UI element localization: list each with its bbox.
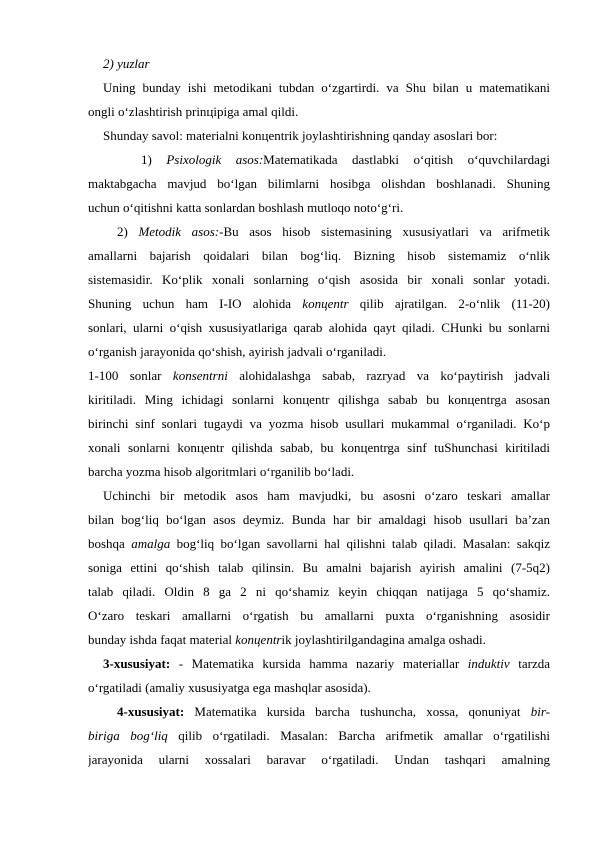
italic-run: amalga — [131, 536, 171, 551]
italic-run: induktiv — [467, 656, 510, 671]
paragraph-line — [88, 676, 550, 700]
text-run: sonlari, ularni o‘qish xususiyatlariga qarab alohida qayt qiladi. CHunki bu sonlarni — [88, 320, 550, 335]
paragraph-line — [88, 604, 550, 628]
paragraph-line — [88, 268, 550, 292]
text-run: talab qiladi. Oldin 8 ga 2 ni qo‘shamiz keyin chiqqan natijaga 5 qo‘shamiz. — [88, 584, 550, 599]
text-run: qilib o‘rgatiladi. Masalan: Barcha arifmetik amallar o‘rgatilishi — [167, 728, 550, 743]
text-run: -Bu asos hisob sistemasining xususiyatlari va arifmetik — [219, 224, 550, 239]
paragraph-line — [88, 100, 550, 124]
paragraph-line — [88, 196, 550, 220]
paragraph-line — [88, 244, 550, 268]
paragraph-line — [88, 340, 550, 364]
bold-run: 3-xususiyat: — [103, 656, 171, 671]
text-run: maktabgacha mavjud bo‘lgan bilimlarni hosibga olishdan boshlanadi. Shuning — [88, 176, 550, 191]
text-run: kiritiladi. Ming ichidagi sonlarni konцentr qilishga sabab bu konцentrga asosan — [88, 392, 550, 407]
text-run: o‘rganish jarayonida qo‘shish, ayirish jadvali o‘rganiladi. — [88, 344, 387, 359]
paragraph-line — [103, 124, 565, 148]
text-run: barcha yozma hisob algoritmlari o‘rganilib bo‘ladi. — [88, 464, 355, 479]
text-run: Matematika kursida barcha tushuncha, xossa, qonuniyat — [184, 704, 531, 719]
italic-run: konцentr — [302, 296, 349, 311]
text-run: xonali sonlarni konцentr qilishda sabab, bu konцentrga sinf tuShunchasi kiritiladi — [88, 440, 550, 455]
paragraph-line — [88, 364, 550, 388]
text-run: soniga ettini qo‘shish talab qilinsin. Bu amalni bajarish ayirish amalini (7-5q2) — [88, 560, 550, 575]
feature-3-line — [103, 652, 550, 676]
paragraph-line — [88, 460, 550, 484]
text-run: bilan bog‘liq bo‘lgan asos deymiz. Bunda har bir amaldagi hisob usullari ba’zan — [88, 512, 550, 527]
paragraph-line — [88, 508, 550, 532]
text-run: alohidalashga sabab, razryad va ko‘paytirish jadvali — [227, 368, 550, 383]
paragraph-line — [88, 436, 550, 460]
italic-run: bir- — [530, 704, 550, 719]
list-item-2-line — [117, 220, 550, 244]
paragraph-line — [88, 532, 550, 556]
text-run: birinchi sinf sonlari tugaydi va yozma hisob usullari mukammal o‘rganiladi. Ko‘p — [88, 416, 550, 431]
text-run: - Matematika kursida hamma nazariy materiallar — [170, 656, 468, 671]
text-run: jarayonida ularni xossalari baravar o‘rgatiladi. Undan tashqari amalning — [88, 752, 550, 767]
paragraph-line — [88, 412, 550, 436]
paragraph-line — [88, 724, 550, 748]
text-run: 1) — [141, 152, 167, 167]
paragraph-line — [88, 316, 550, 340]
text-run: Shunday savol: materialni konцentrik joylashtirishning qanday asoslari bor: — [103, 128, 498, 143]
paragraph-line — [103, 76, 550, 100]
paragraph-line — [88, 292, 550, 316]
paragraph-line — [88, 388, 550, 412]
text-run: qilib ajratilgan. 2-o‘nlik (11-20) — [348, 296, 550, 311]
text-run: 2) — [117, 224, 139, 239]
paragraph-line — [88, 628, 550, 652]
text-run: 1-100 sonlar — [88, 368, 173, 383]
paragraph-line — [88, 556, 550, 580]
text-run: sistemasidir. Ko‘plik xonali sonlarning o‘qish asosida bir xonali sonlar yotadi. — [88, 272, 550, 287]
text-run: amallarni bajarish qoidalari bilan bog‘liq. Bizning hisob sistemamiz o‘nlik — [88, 248, 550, 263]
text-run: ik joylashtirilgandagina amalga oshadi. — [281, 632, 486, 647]
text-run: O‘zaro teskari amallarni o‘rgatish bu amallarni puxta o‘rganishning asosidir — [88, 608, 550, 623]
italic-run: Psixologik asos: — [166, 152, 264, 167]
text-run: tarzda — [509, 656, 550, 671]
list-item-1-line — [141, 148, 550, 172]
italic-run: Metodik asos: — [138, 224, 220, 239]
italic-run: konsentrni — [172, 368, 228, 383]
paragraph-line — [103, 484, 550, 508]
bold-run: 4-xususiyat: — [117, 704, 185, 719]
text-run: Uchinchi bir metodik asos ham mavjudki, bu asosni o‘zaro teskari amallar — [103, 488, 550, 503]
italic-run: konцentr — [235, 632, 282, 647]
text-run: uchun o‘qitishni katta sonlardan boshlash mutloqo noto‘g‘ri. — [88, 200, 404, 215]
paragraph-line — [88, 172, 550, 196]
italic-run: 2) yuzlar — [103, 56, 150, 71]
section-heading — [103, 52, 565, 76]
text-run: Uning bunday ishi metodikani tubdan o‘zgartirdi. va Shu bilan u matematikani — [103, 80, 550, 95]
text-run: bunday ishda faqat material — [88, 632, 236, 647]
text-run: boshqa — [88, 536, 132, 551]
text-run: bog‘liq bo‘lgan savollarni hal qilishni talab qiladi. Masalan: sakqiz — [170, 536, 550, 551]
paragraph-line — [88, 580, 550, 604]
italic-run: biriga bog‘liq — [88, 728, 168, 743]
paragraph-line — [88, 748, 550, 772]
text-run: o‘rgatiladi (amaliy xususiyatga ega mashqlar asosida). — [88, 680, 371, 695]
text-run: Shuning uchun ham I-IO alohida — [88, 296, 303, 311]
text-run: ongli o‘zlashtirish prinцipiga amal qildi. — [88, 104, 299, 119]
text-run: Matematikada dastlabki o‘qitish o‘quvchilardagi — [263, 152, 550, 167]
feature-4-line — [117, 700, 550, 724]
